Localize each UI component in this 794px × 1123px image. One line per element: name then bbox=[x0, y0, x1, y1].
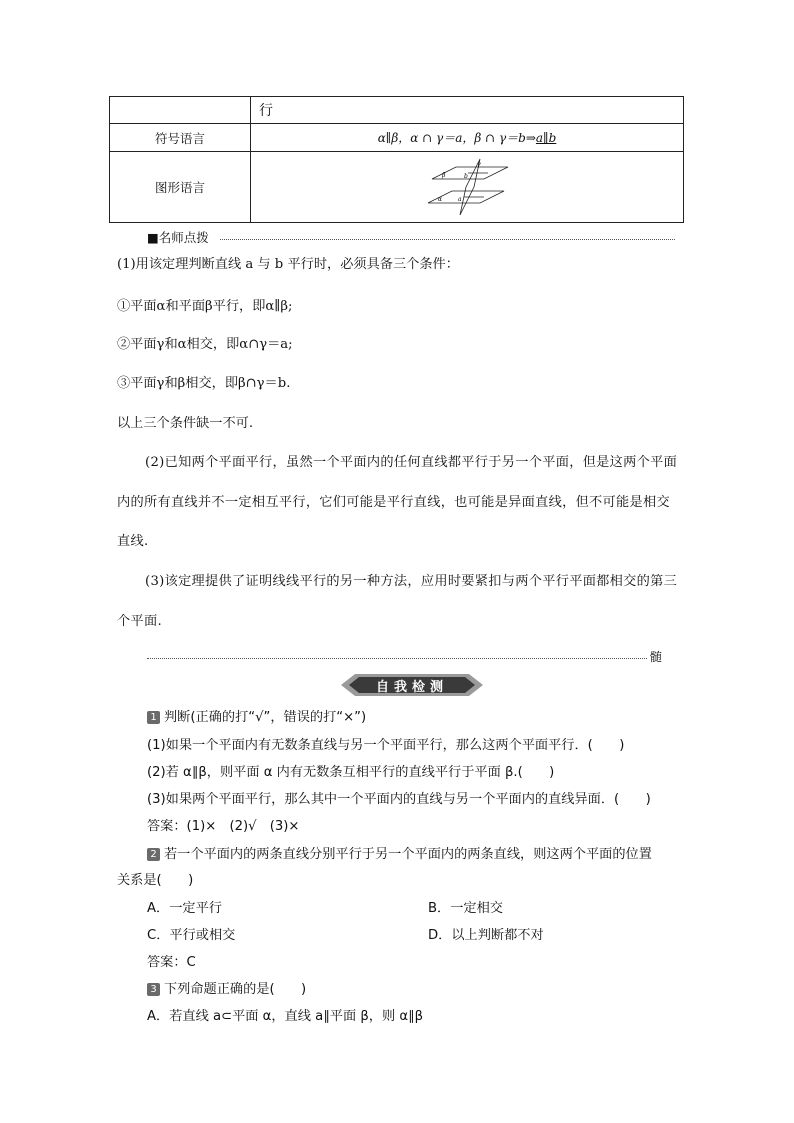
question-1 bbox=[147, 706, 366, 725]
question-number: 1 bbox=[147, 711, 160, 724]
row-label-figure: 图形语言 bbox=[110, 152, 251, 223]
tip-condition: ①平面α和平面β平行，即α∥β; bbox=[117, 299, 293, 314]
dotted-divider bbox=[220, 239, 675, 240]
row-value: 行 bbox=[251, 97, 684, 124]
tip-paragraph: 以上三个条件缺一不可. bbox=[117, 416, 254, 431]
tip-paragraph: (2)已知两个平面平行，虽然一个平面内的任何直线都平行于另一个平面，但是这两个平面内的所有直线并不一定相互平行，它们可能是平行直线，也可能是异面直线，但不可能是相交直线. bbox=[117, 455, 678, 549]
row-label bbox=[110, 97, 251, 124]
parallel-planes-figure bbox=[422, 157, 512, 217]
figure-label: β bbox=[442, 172, 446, 179]
question-text: 下列命题正确的是( ) bbox=[164, 982, 307, 997]
answer: 答案：C bbox=[147, 955, 196, 970]
row-label-symbol: 符号语言 bbox=[110, 124, 251, 152]
question-item: (3)如果两个平面平行，那么其中一个平面内的直线与另一个平面内的直线异面．( ) bbox=[147, 792, 651, 807]
symbol-formula bbox=[251, 124, 684, 152]
option-a: A．若直线 a⊂平面 α，直线 a∥平面 β，则 α∥β bbox=[147, 1009, 424, 1024]
tip-paragraph: (3)该定理提供了证明线线平行的另一种方法，应用时要紧扣与两个平行平面都相交的第三个平面. bbox=[117, 574, 678, 629]
side-mark: 髄 bbox=[650, 650, 663, 664]
question-item: (2)若 α∥β，则平面 α 内有无数条互相平行的直线平行于平面 β.( ) bbox=[147, 765, 555, 780]
question-text: 判断(正确的打“√”，错误的打“×”) bbox=[164, 710, 367, 725]
figure-cell bbox=[251, 152, 684, 223]
tip-paragraph: (1)用该定理判断直线 a 与 b 平行时，必须具备三个条件： bbox=[117, 257, 459, 272]
question-3 bbox=[147, 978, 306, 997]
question-item: (1)如果一个平面内有无数条直线与另一个平面平行，那么这两个平面平行．( ) bbox=[147, 738, 625, 753]
answer: 答案：(1)× (2)√ (3)× bbox=[147, 819, 300, 834]
dotted-divider bbox=[147, 658, 647, 659]
question-text: 若一个平面内的两条直线分别平行于另一个平面内的两条直线，则这两个平面的位置 bbox=[164, 847, 652, 862]
option-d: D．以上判断都不对 bbox=[428, 928, 544, 943]
figure-label: α bbox=[438, 196, 443, 203]
figure-label: a bbox=[458, 196, 462, 203]
section-title: 自我检测 bbox=[375, 680, 448, 695]
table-row bbox=[110, 124, 684, 152]
tip-condition: ②平面γ和α相交，即α∩γ＝a; bbox=[117, 337, 293, 352]
question-text-cont: 关系是( ) bbox=[117, 873, 194, 888]
question-number: 2 bbox=[147, 848, 160, 861]
formula-conclusion: a∥b bbox=[535, 131, 557, 145]
question-number: 3 bbox=[147, 983, 160, 996]
figure-label: γ bbox=[477, 161, 481, 168]
question-2 bbox=[147, 843, 652, 862]
table-row bbox=[110, 152, 684, 223]
theorem-table bbox=[109, 96, 684, 223]
option-c: C．平行或相交 bbox=[147, 928, 236, 943]
tip-header: ■名师点拨 bbox=[147, 230, 209, 245]
figure-label: b bbox=[464, 173, 468, 180]
table-row bbox=[110, 97, 684, 124]
tip-condition: ③平面γ和β相交，即β∩γ＝b. bbox=[117, 376, 291, 391]
option-b: B．一定相交 bbox=[428, 901, 503, 916]
option-a: A．一定平行 bbox=[147, 901, 222, 916]
formula-text: α∥β，α ∩ γ＝a，β ∩ γ＝b⇒ bbox=[377, 131, 536, 145]
